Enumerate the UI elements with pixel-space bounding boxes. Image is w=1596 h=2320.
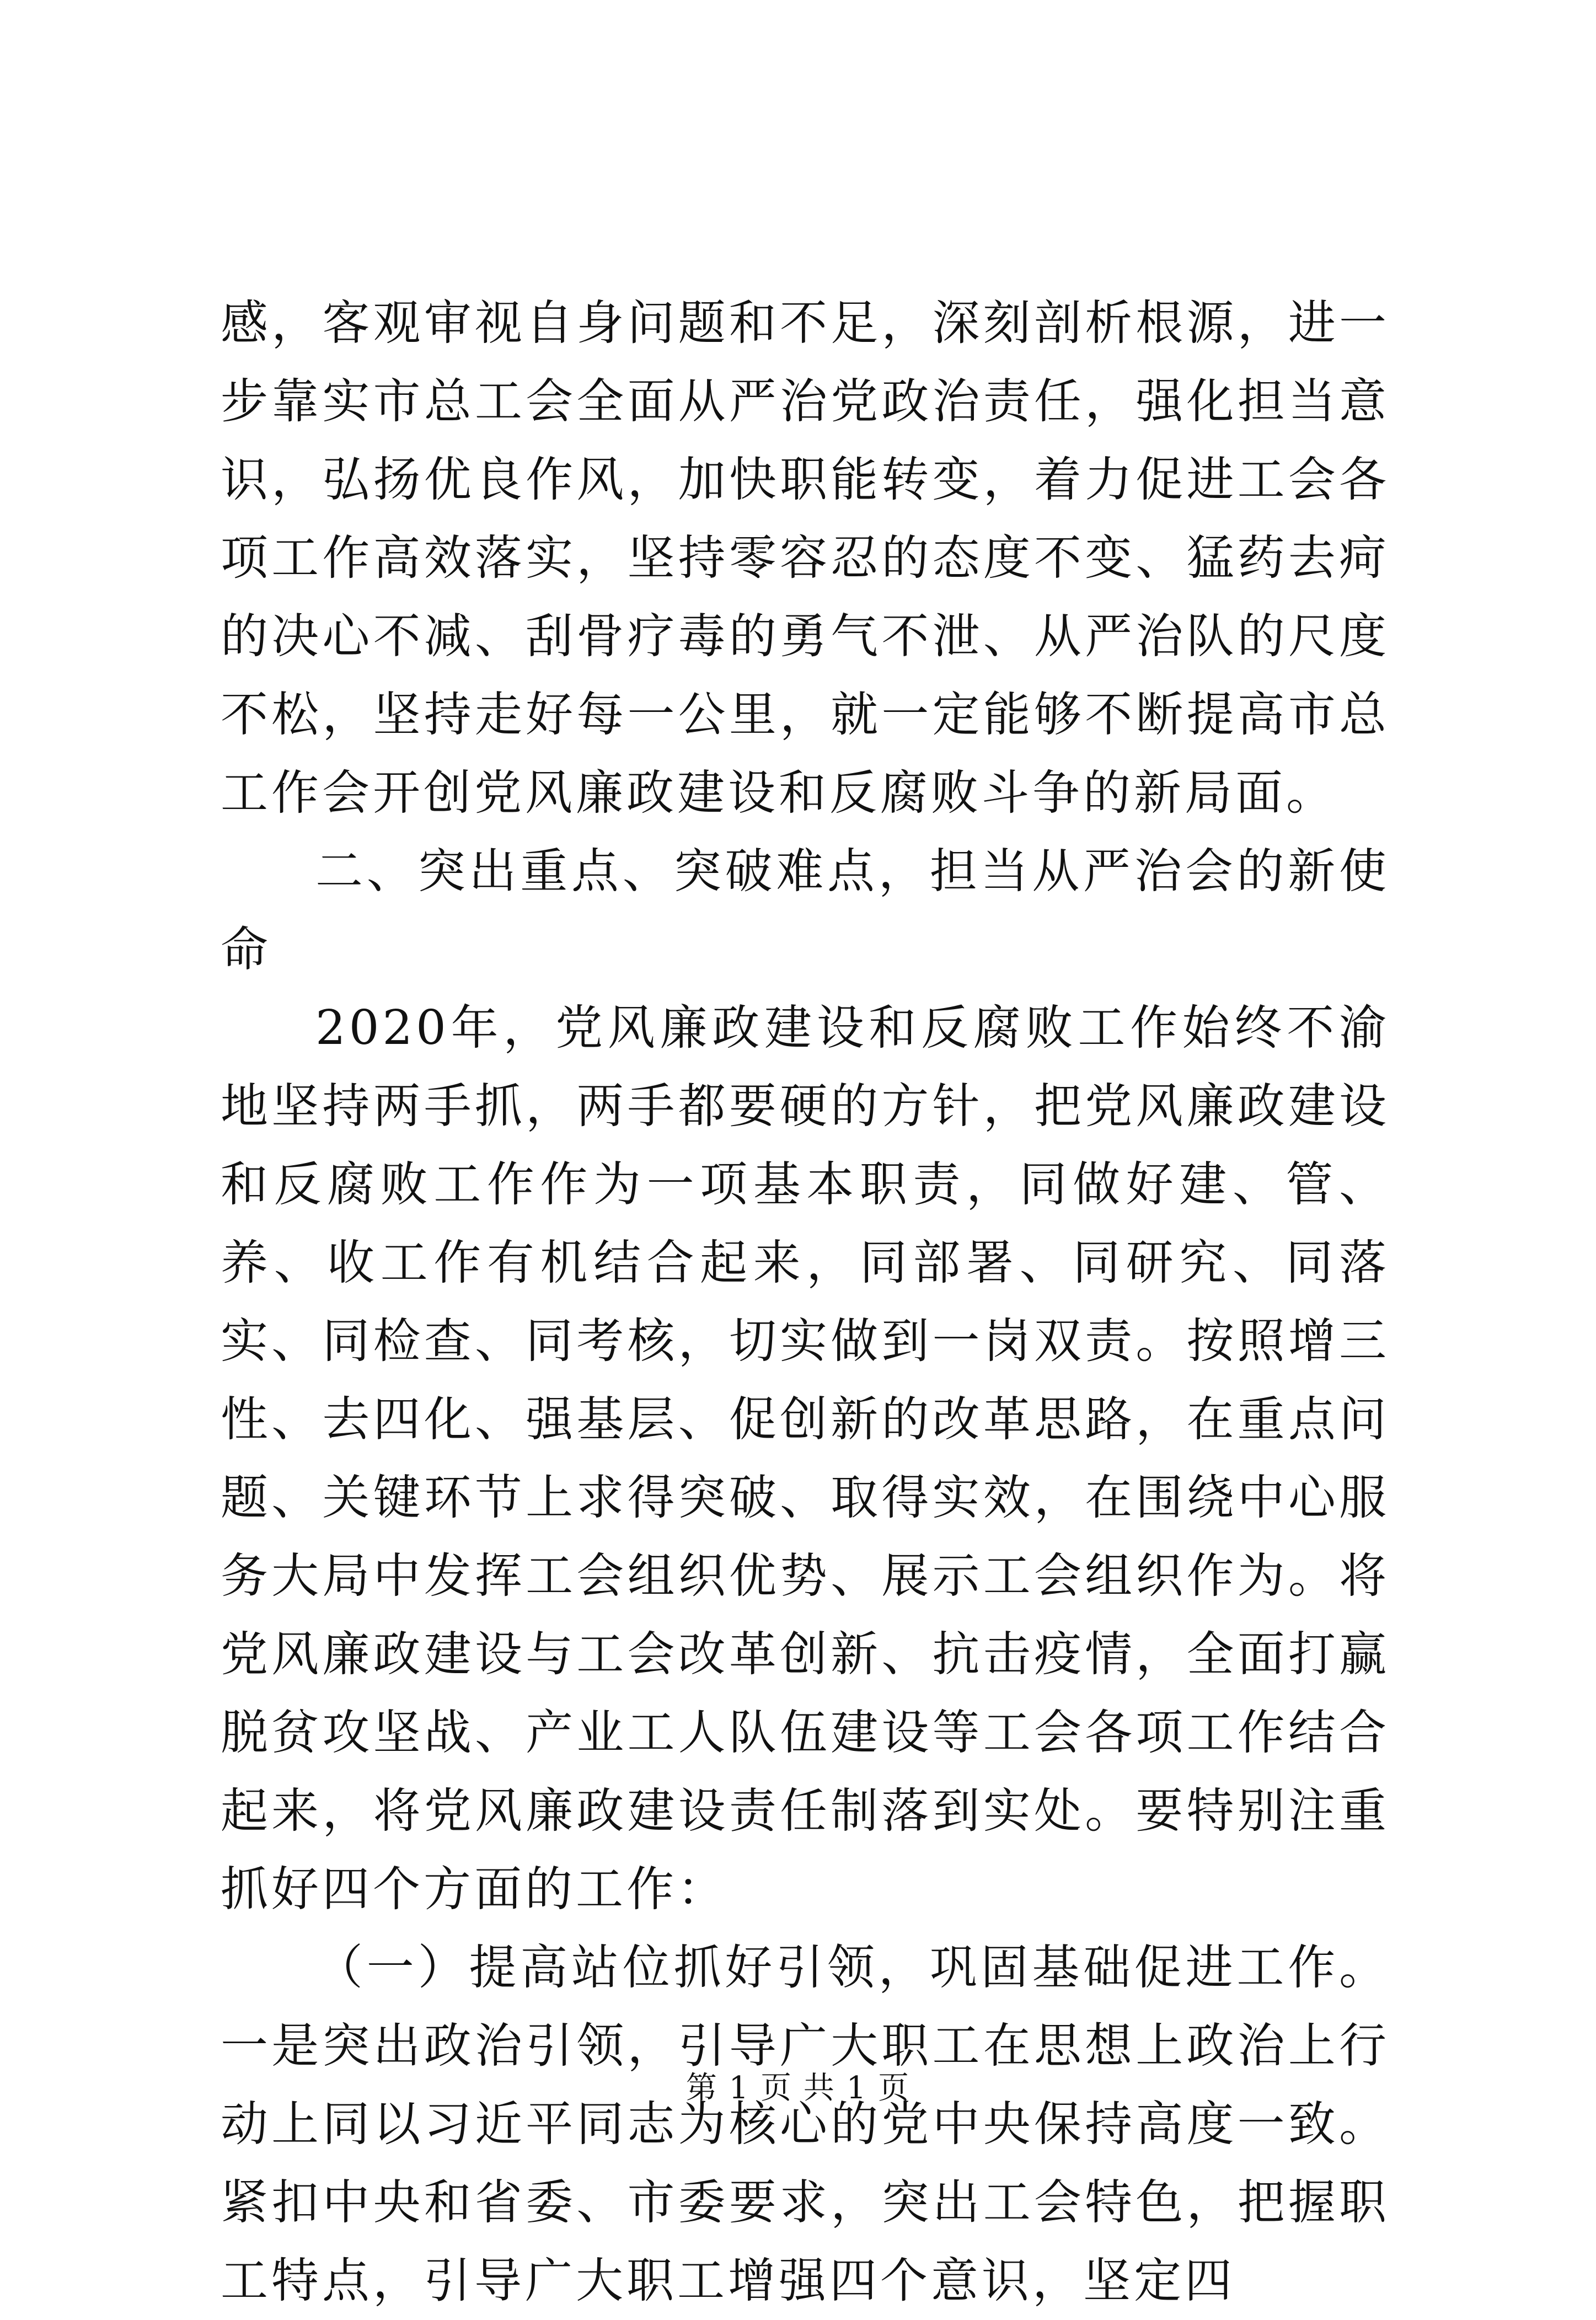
document-body bbox=[221, 284, 1390, 2320]
paragraph-continuation: 感，客观审视自身问题和不足，深刻剖析根源，进一步靠实市总工会全面从严治党政治责任，强化担当意识，弘扬优良作风，加快职能转变，着力促进工会各项工作高效落实，坚持零容忍的态度不变、猛药去疴的决心不减、刮骨疗毒的勇气不泄、从严治队的尺度不松，坚持走好每一公里，就一定能够不断提高市总工作会开创党风廉政建设和反腐败斗争的新局面。 bbox=[221, 296, 1390, 821]
paragraph-2020-work: 2020年，党风廉政建设和反腐败工作始终不渝地坚持两手抓，两手都要硬的方针，把党风廉政建设和反腐败工作作为一项基本职责，同做好建、管、养、收工作有机结合起来，同部署、同研究、同落实、同检查、同考核，切实做到一岗双责。按照增三性、去四化、强基层、促创新的改革思路，在重点问题、关键环节上求得突破、取得实效，在围绕中心服务大局中发挥工会组织优势、展示工会组织作为。将党风廉政建设与工会改革创新、抗击疫情，全面打赢脱贫攻坚战、产业工人队伍建设等工会各项工作结合起来，将党风廉政建设责任制落到实处。要特别注重抓好四个方面的工作： bbox=[221, 1000, 1390, 1917]
page-footer: 第 1 页 共 1 页 bbox=[685, 2070, 911, 2106]
subsection-paragraph-1: （一）提高站位抓好引领，巩固基础促进工作。一是突出政治引领，引导广大职工在思想上政治上行动上同以习近平同志为核心的党中央保持高度一致。紧扣中央和省委、市委要求，突出工会特色，把握职工特点，引导广大职工增强四个意识，坚定四 bbox=[221, 1940, 1390, 2308]
section-heading: 二、突出重点、突破难点，担当从严治会的新使命 bbox=[221, 844, 1390, 977]
